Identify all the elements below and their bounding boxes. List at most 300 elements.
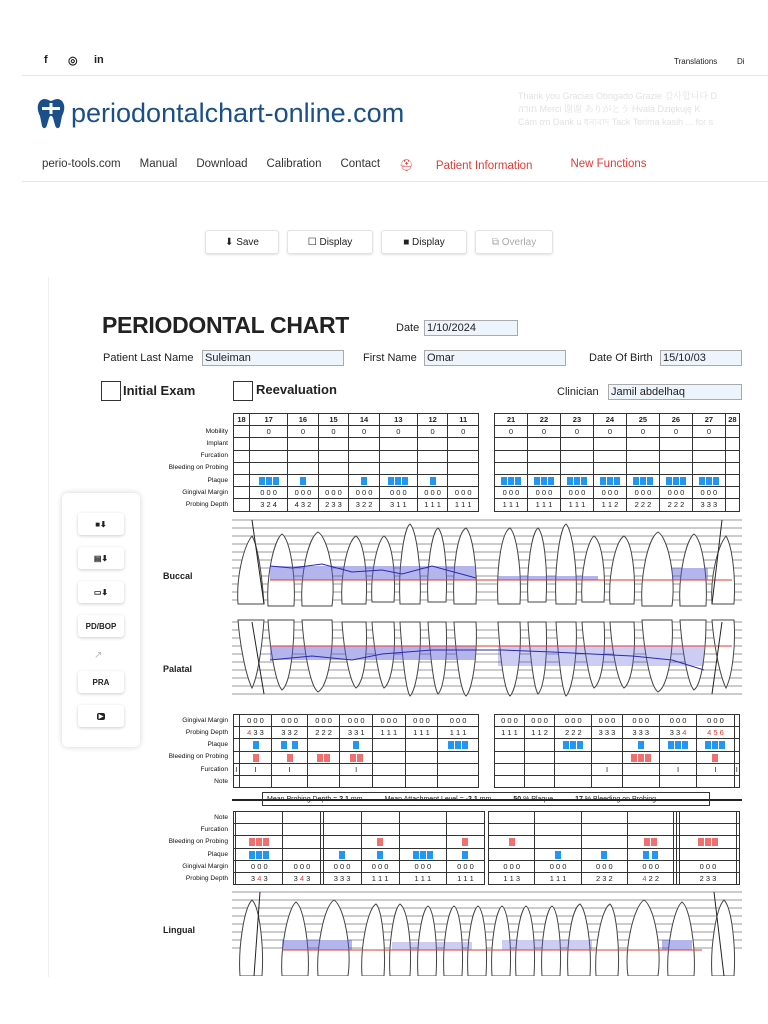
chart-cell[interactable] [307, 739, 340, 751]
chart-cell[interactable]: 0 0 0 [697, 715, 734, 727]
chart-cell[interactable] [446, 836, 484, 848]
chart-cell[interactable]: 3 2 4 [250, 499, 288, 511]
chart-cell[interactable]: I [697, 763, 734, 775]
chart-cell[interactable] [592, 739, 622, 751]
chart-cell[interactable] [626, 462, 659, 474]
chart-cell[interactable]: 0 0 0 [495, 715, 525, 727]
chart-cell[interactable] [626, 450, 659, 462]
nav-new-functions[interactable]: New Functions [570, 158, 647, 170]
chart-cell[interactable]: 0 [379, 426, 417, 438]
chart-cell[interactable]: 2 2 2 [659, 499, 692, 511]
chart-cell[interactable] [379, 462, 417, 474]
chart-cell[interactable]: 0 0 0 [555, 715, 592, 727]
chart-cell[interactable]: 3 3 3 [622, 727, 659, 739]
chart-cell[interactable]: 0 0 0 [692, 487, 725, 499]
chart-cell[interactable] [581, 848, 627, 860]
chart-cell[interactable] [737, 824, 740, 836]
chart-cell[interactable] [527, 438, 560, 450]
chart-cell[interactable] [438, 763, 479, 775]
chart-cell[interactable] [288, 474, 319, 486]
chart-cell[interactable] [535, 812, 581, 824]
chart-cell[interactable]: 28 [725, 414, 739, 426]
chart-cell[interactable] [737, 812, 740, 824]
chart-cell[interactable] [593, 438, 626, 450]
chart-cell[interactable]: 1 1 3 [489, 872, 535, 884]
chart-cell[interactable]: 14 [349, 414, 380, 426]
chart-cell[interactable]: 2 3 2 [581, 872, 627, 884]
chart-cell[interactable]: 0 0 0 [405, 715, 438, 727]
chart-cell[interactable]: 23 [560, 414, 593, 426]
chart-cell[interactable] [495, 763, 525, 775]
chart-cell[interactable] [323, 812, 361, 824]
chart-cell[interactable]: 4 3 3 [239, 727, 272, 739]
chart-cell[interactable]: I [592, 763, 622, 775]
chart-cell[interactable] [659, 739, 696, 751]
chart-cell[interactable] [593, 450, 626, 462]
chart-cell[interactable] [250, 450, 288, 462]
chart-cell[interactable] [593, 462, 626, 474]
chart-cell[interactable] [525, 751, 555, 763]
chart-cell[interactable] [535, 824, 581, 836]
chart-cell[interactable] [399, 812, 446, 824]
chart-cell[interactable] [592, 751, 622, 763]
last-name-field[interactable]: Suleiman [202, 350, 344, 366]
chart-cell[interactable]: 1 1 1 [446, 872, 484, 884]
chart-cell[interactable] [234, 499, 250, 511]
chart-cell[interactable]: 0 0 0 [525, 715, 555, 727]
chart-cell[interactable] [340, 751, 373, 763]
youtube-button[interactable] [78, 705, 124, 727]
chart-cell[interactable] [349, 474, 380, 486]
chart-cell[interactable]: 12 [417, 414, 448, 426]
chart-cell[interactable]: 17 [250, 414, 288, 426]
chart-cell[interactable] [697, 751, 734, 763]
chart-cell[interactable]: 4 2 2 [628, 872, 674, 884]
chart-cell[interactable] [283, 812, 321, 824]
chart-cell[interactable] [283, 836, 321, 848]
chart-cell[interactable]: 16 [288, 414, 319, 426]
clinician-field[interactable]: Jamil abdelhaq [608, 384, 742, 400]
chart-cell[interactable]: 0 0 0 [679, 860, 737, 872]
chart-cell[interactable] [272, 739, 307, 751]
chart-cell[interactable] [527, 462, 560, 474]
chart-cell[interactable] [373, 751, 406, 763]
chart-cell[interactable] [525, 775, 555, 787]
chart-cell[interactable]: 0 0 0 [438, 715, 479, 727]
chart-cell[interactable]: 3 3 1 [340, 727, 373, 739]
chart-cell[interactable]: 0 0 0 [659, 715, 696, 727]
chart-cell[interactable] [318, 462, 349, 474]
import-full-button[interactable]: ■⬇ [78, 513, 124, 535]
chart-cell[interactable] [307, 775, 340, 787]
chart-cell[interactable] [323, 836, 361, 848]
chart-cell[interactable] [734, 739, 739, 751]
chart-cell[interactable]: 0 0 0 [560, 487, 593, 499]
chart-cell[interactable]: I [272, 763, 307, 775]
chart-cell[interactable] [239, 751, 272, 763]
chart-cell[interactable]: 4 5 6 [697, 727, 734, 739]
chart-cell[interactable]: 3 4 3 [236, 872, 283, 884]
chart-cell[interactable] [626, 438, 659, 450]
reevaluation-checkbox[interactable] [233, 381, 253, 401]
chart-cell[interactable]: 24 [593, 414, 626, 426]
chart-cell[interactable]: 0 [448, 426, 479, 438]
translations-link[interactable]: Translations [674, 57, 718, 66]
chart-cell[interactable] [405, 775, 438, 787]
nav-manual[interactable]: Manual [139, 158, 178, 170]
nav-contact[interactable]: Contact [340, 158, 381, 170]
chart-cell[interactable] [622, 763, 659, 775]
chart-cell[interactable]: 3 3 4 [659, 727, 696, 739]
chart-cell[interactable]: 0 0 0 [236, 860, 283, 872]
import-partial-button[interactable]: ▤⬇ [78, 547, 124, 569]
chart-cell[interactable] [236, 812, 283, 824]
nav-patient-information[interactable]: ⛑ Patient Information [399, 160, 533, 172]
chart-cell[interactable]: 0 0 0 [349, 487, 380, 499]
chart-cell[interactable]: 0 0 0 [446, 860, 484, 872]
more-link[interactable]: Di [737, 57, 745, 66]
chart-cell[interactable]: 0 0 0 [250, 487, 288, 499]
chart-cell[interactable] [628, 824, 674, 836]
chart-cell[interactable] [628, 812, 674, 824]
chart-cell[interactable]: 1 1 1 [495, 727, 525, 739]
chart-cell[interactable]: 3 3 3 [323, 872, 361, 884]
chart-cell[interactable] [659, 474, 692, 486]
save-button[interactable]: ⬇ Save [205, 230, 279, 254]
chart-cell[interactable] [495, 739, 525, 751]
chart-cell[interactable]: 0 0 0 [592, 715, 622, 727]
chart-cell[interactable] [592, 775, 622, 787]
chart-cell[interactable] [349, 450, 380, 462]
chart-cell[interactable] [725, 426, 739, 438]
chart-cell[interactable]: I [235, 764, 238, 774]
display-filled-button[interactable]: ■ Display [381, 230, 467, 254]
chart-cell[interactable]: 1 1 1 [361, 872, 399, 884]
chart-cell[interactable]: I [340, 763, 373, 775]
chart-cell[interactable] [288, 450, 319, 462]
chart-cell[interactable] [560, 474, 593, 486]
chart-cell[interactable]: 1 1 2 [593, 499, 626, 511]
chart-cell[interactable] [692, 450, 725, 462]
chart-cell[interactable] [283, 848, 321, 860]
chart-cell[interactable] [448, 474, 479, 486]
chart-cell[interactable] [399, 848, 446, 860]
facebook-icon[interactable]: f [44, 54, 48, 66]
chart-cell[interactable] [438, 751, 479, 763]
chart-cell[interactable] [489, 812, 535, 824]
chart-cell[interactable]: 0 0 0 [622, 715, 659, 727]
chart-cell[interactable]: 0 [417, 426, 448, 438]
chart-cell[interactable] [495, 450, 528, 462]
chart-cell[interactable]: 3 3 3 [692, 499, 725, 511]
external-link-icon[interactable]: ↗ [94, 650, 103, 661]
chart-cell[interactable]: 0 0 0 [535, 860, 581, 872]
chart-cell[interactable] [379, 450, 417, 462]
chart-cell[interactable]: 1 1 1 [417, 499, 448, 511]
chart-cell[interactable] [659, 450, 692, 462]
chart-cell[interactable]: 3 1 1 [379, 499, 417, 511]
chart-cell[interactable]: 0 0 0 [626, 487, 659, 499]
chart-cell[interactable] [307, 751, 340, 763]
chart-cell[interactable]: 21 [495, 414, 528, 426]
chart-cell[interactable]: 0 0 0 [283, 860, 321, 872]
chart-cell[interactable] [622, 751, 659, 763]
chart-cell[interactable] [535, 848, 581, 860]
chart-cell[interactable]: 1 1 2 [525, 727, 555, 739]
chart-cell[interactable]: 27 [692, 414, 725, 426]
chart-cell[interactable] [446, 812, 484, 824]
chart-cell[interactable] [234, 462, 250, 474]
chart-cell[interactable] [555, 739, 592, 751]
chart-cell[interactable]: 1 1 1 [495, 499, 528, 511]
chart-cell[interactable]: 2 2 2 [555, 727, 592, 739]
chart-cell[interactable]: 0 0 0 [340, 715, 373, 727]
initial-exam-checkbox[interactable] [101, 381, 121, 401]
chart-cell[interactable] [307, 763, 340, 775]
chart-cell[interactable] [725, 474, 739, 486]
chart-cell[interactable] [283, 824, 321, 836]
chart-cell[interactable]: 11 [448, 414, 479, 426]
chart-cell[interactable]: 0 0 0 [581, 860, 627, 872]
chart-cell[interactable] [438, 739, 479, 751]
chart-cell[interactable] [288, 462, 319, 474]
chart-cell[interactable]: 2 2 2 [307, 727, 340, 739]
chart-cell[interactable]: 15 [318, 414, 349, 426]
chart-cell[interactable] [340, 775, 373, 787]
chart-cell[interactable] [581, 812, 627, 824]
nav-perio-tools[interactable]: perio-tools.com [42, 158, 121, 170]
chart-cell[interactable] [659, 775, 696, 787]
chart-cell[interactable] [692, 474, 725, 486]
chart-cell[interactable] [697, 739, 734, 751]
chart-cell[interactable] [373, 775, 406, 787]
chart-cell[interactable] [525, 739, 555, 751]
chart-cell[interactable] [734, 715, 739, 727]
chart-cell[interactable] [239, 739, 272, 751]
chart-cell[interactable] [446, 848, 484, 860]
chart-cell[interactable]: 13 [379, 414, 417, 426]
chart-cell[interactable]: 0 [495, 426, 528, 438]
chart-cell[interactable]: 0 [659, 426, 692, 438]
chart-cell[interactable]: 1 1 1 [405, 727, 438, 739]
chart-cell[interactable]: 0 0 0 [379, 487, 417, 499]
chart-cell[interactable] [593, 474, 626, 486]
chart-cell[interactable] [737, 836, 740, 848]
chart-cell[interactable]: 0 [318, 426, 349, 438]
chart-cell[interactable]: 26 [659, 414, 692, 426]
chart-cell[interactable] [737, 860, 740, 872]
chart-cell[interactable] [373, 739, 406, 751]
chart-cell[interactable] [361, 836, 399, 848]
chart-cell[interactable]: 3 3 2 [272, 727, 307, 739]
chart-cell[interactable]: 1 1 1 [448, 499, 479, 511]
overlay-button[interactable]: ⧉ Overlay [475, 230, 553, 254]
chart-cell[interactable] [417, 474, 448, 486]
chart-cell[interactable] [446, 824, 484, 836]
chart-cell[interactable] [495, 462, 528, 474]
chart-cell[interactable] [555, 751, 592, 763]
chart-cell[interactable]: 0 0 0 [399, 860, 446, 872]
chart-cell[interactable] [697, 775, 734, 787]
chart-cell[interactable] [239, 775, 272, 787]
pd-bop-button[interactable]: PD/BOP [78, 615, 124, 637]
chart-cell[interactable] [349, 438, 380, 450]
chart-cell[interactable]: 0 0 0 [323, 860, 361, 872]
chart-cell[interactable]: 18 [234, 414, 250, 426]
chart-cell[interactable]: 0 [560, 426, 593, 438]
chart-cell[interactable] [489, 836, 535, 848]
chart-cell[interactable] [535, 836, 581, 848]
chart-cell[interactable]: I [735, 764, 738, 774]
chart-cell[interactable] [272, 775, 307, 787]
chart-cell[interactable] [527, 450, 560, 462]
chart-cell[interactable] [448, 462, 479, 474]
first-name-field[interactable]: Omar [424, 350, 566, 366]
chart-cell[interactable]: 2 2 2 [626, 499, 659, 511]
display-outline-button[interactable]: ☐ Display [287, 230, 373, 254]
chart-cell[interactable] [236, 824, 283, 836]
chart-cell[interactable]: I [659, 763, 696, 775]
chart-cell[interactable]: 0 0 0 [307, 715, 340, 727]
chart-cell[interactable]: 0 0 0 [417, 487, 448, 499]
chart-cell[interactable] [692, 462, 725, 474]
chart-cell[interactable] [234, 438, 250, 450]
chart-cell[interactable] [250, 438, 288, 450]
chart-cell[interactable]: 22 [527, 414, 560, 426]
chart-cell[interactable] [622, 739, 659, 751]
chart-cell[interactable] [495, 775, 525, 787]
chart-cell[interactable]: 3 3 3 [592, 727, 622, 739]
chart-cell[interactable] [737, 872, 740, 884]
chart-cell[interactable]: 1 1 1 [560, 499, 593, 511]
chart-cell[interactable]: 3 2 2 [349, 499, 380, 511]
chart-cell[interactable] [489, 848, 535, 860]
chart-cell[interactable] [448, 438, 479, 450]
chart-cell[interactable] [525, 763, 555, 775]
chart-cell[interactable] [628, 848, 674, 860]
chart-cell[interactable]: 0 [288, 426, 319, 438]
chart-cell[interactable] [725, 462, 739, 474]
chart-cell[interactable] [323, 848, 361, 860]
chart-cell[interactable] [349, 462, 380, 474]
chart-cell[interactable]: 2 3 3 [679, 872, 737, 884]
chart-cell[interactable]: 0 0 0 [495, 487, 528, 499]
chart-cell[interactable] [318, 474, 349, 486]
chart-cell[interactable] [399, 824, 446, 836]
chart-cell[interactable] [692, 438, 725, 450]
nav-calibration[interactable]: Calibration [266, 158, 322, 170]
chart-cell[interactable] [527, 474, 560, 486]
chart-cell[interactable] [236, 836, 283, 848]
chart-cell[interactable] [725, 438, 739, 450]
chart-cell[interactable] [361, 824, 399, 836]
chart-cell[interactable]: 0 0 0 [659, 487, 692, 499]
chart-cell[interactable] [318, 450, 349, 462]
chart-cell[interactable] [659, 751, 696, 763]
chart-cell[interactable] [361, 848, 399, 860]
chart-cell[interactable] [379, 438, 417, 450]
chart-cell[interactable] [725, 487, 739, 499]
chart-cell[interactable] [405, 763, 438, 775]
chart-cell[interactable] [234, 487, 250, 499]
chart-cell[interactable] [489, 824, 535, 836]
chart-cell[interactable] [734, 751, 739, 763]
chart-cell[interactable]: 0 0 0 [272, 715, 307, 727]
chart-cell[interactable] [555, 775, 592, 787]
chart-cell[interactable] [495, 751, 525, 763]
chart-cell[interactable] [725, 450, 739, 462]
chart-cell[interactable] [679, 824, 737, 836]
chart-cell[interactable] [560, 462, 593, 474]
chart-cell[interactable] [234, 450, 250, 462]
chart-cell[interactable] [560, 438, 593, 450]
chart-cell[interactable] [581, 824, 627, 836]
chart-cell[interactable]: 0 0 0 [318, 487, 349, 499]
chart-cell[interactable]: 1 1 1 [373, 727, 406, 739]
chart-cell[interactable] [323, 824, 361, 836]
chart-cell[interactable]: 1 1 1 [527, 499, 560, 511]
chart-cell[interactable]: 1 1 1 [438, 727, 479, 739]
chart-cell[interactable]: 1 1 1 [399, 872, 446, 884]
chart-cell[interactable] [438, 775, 479, 787]
chart-cell[interactable]: 0 [626, 426, 659, 438]
chart-cell[interactable] [581, 836, 627, 848]
chart-cell[interactable]: 25 [626, 414, 659, 426]
chart-cell[interactable] [679, 836, 737, 848]
chart-cell[interactable]: 0 [527, 426, 560, 438]
chart-cell[interactable]: 0 0 0 [288, 487, 319, 499]
chart-cell[interactable] [250, 462, 288, 474]
chart-cell[interactable] [734, 775, 739, 787]
nav-download[interactable]: Download [196, 158, 248, 170]
instagram-icon[interactable]: ◎ [68, 55, 78, 67]
linkedin-icon[interactable]: in [94, 54, 104, 66]
chart-cell[interactable] [679, 812, 737, 824]
chart-cell[interactable]: 0 0 0 [628, 860, 674, 872]
chart-cell[interactable] [250, 474, 288, 486]
chart-cell[interactable] [734, 727, 739, 739]
chart-cell[interactable]: 0 [593, 426, 626, 438]
chart-cell[interactable]: 0 [349, 426, 380, 438]
chart-cell[interactable]: 0 0 0 [527, 487, 560, 499]
chart-cell[interactable] [340, 739, 373, 751]
chart-cell[interactable] [361, 812, 399, 824]
date-field[interactable]: 1/10/2024 [424, 320, 518, 336]
chart-cell[interactable] [272, 751, 307, 763]
pra-button[interactable]: PRA [78, 671, 124, 693]
chart-cell[interactable] [626, 474, 659, 486]
chart-cell[interactable] [417, 438, 448, 450]
chart-cell[interactable] [234, 426, 250, 438]
chart-cell[interactable] [417, 450, 448, 462]
chart-cell[interactable]: 0 0 0 [239, 715, 272, 727]
chart-cell[interactable] [628, 836, 674, 848]
chart-cell[interactable] [399, 836, 446, 848]
chart-cell[interactable] [725, 499, 739, 511]
chart-cell[interactable]: 3 4 3 [283, 872, 321, 884]
chart-cell[interactable] [560, 450, 593, 462]
chart-cell[interactable] [405, 739, 438, 751]
chart-cell[interactable] [234, 474, 250, 486]
chart-cell[interactable] [555, 763, 592, 775]
chart-cell[interactable] [679, 848, 737, 860]
chart-cell[interactable]: 0 0 0 [593, 487, 626, 499]
chart-cell[interactable]: I [239, 763, 272, 775]
chart-cell[interactable] [737, 848, 740, 860]
chart-cell[interactable]: 0 0 0 [361, 860, 399, 872]
chart-cell[interactable] [288, 438, 319, 450]
chart-cell[interactable] [405, 751, 438, 763]
